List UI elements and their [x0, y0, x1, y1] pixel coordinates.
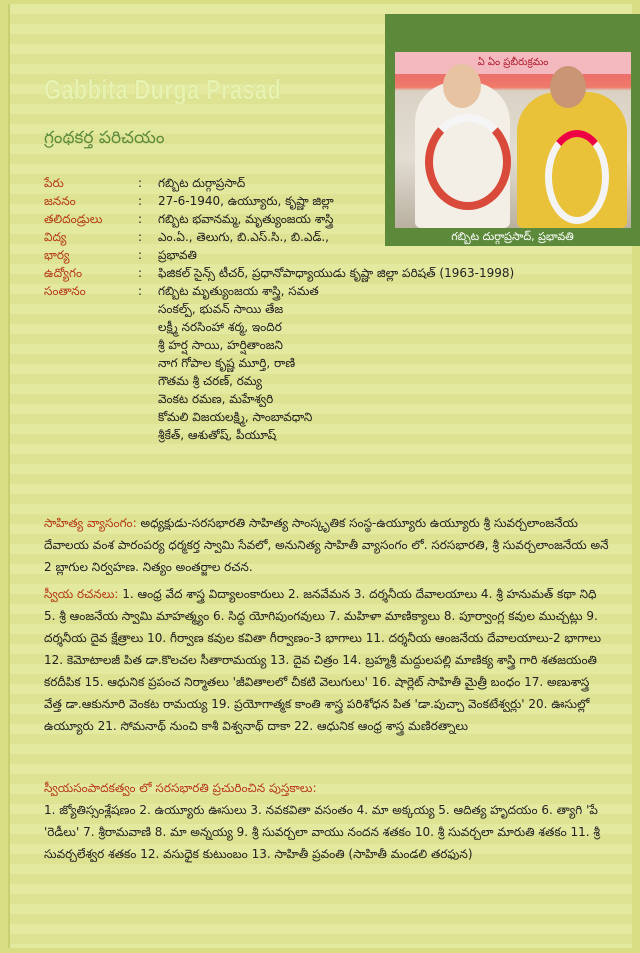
child-item: లక్ష్మీ నరసింహా శర్మ, ఇందిర [158, 320, 282, 334]
bio-colon: : [138, 230, 143, 244]
bio-label: తలిదండ్రులు [44, 212, 103, 226]
bio-colon: : [138, 194, 143, 208]
published-text: 1. జ్యోతిస్సంశ్లేషణం 2. ఉయ్యూరు ఊసులు 3. నవకవితా వసంతం 4. మా అక్కయ్య 5. ఆదిత్య హృదయం 6. త్యాగి 'పే 'రెడీలు' 7. శ్రీరామవాణి 8. మా అన్నయ్య 9. శ్రీ సువర్చలా వాయు నందన శతకం 10. శ్రీ సువర్చలా మారుతి శతకం 11. శ్రీ సువర్చలేశ్వర శతకం 12. వసుధైక కుటుంబం 13. సాహితీ ప్రవంతి (సాహితీ మండలి తరఫున) [44, 803, 600, 861]
child-item: సంకల్ప్, భువన్ సాయి తేజ [158, 302, 284, 316]
published-label: స్వీయసంపాదకత్వం లో సరసభారతి ప్రచురించిన పుస్తకాలు: [44, 781, 317, 795]
bio-row-parents [44, 210, 604, 228]
bio-colon: : [138, 176, 143, 190]
bio-value: 27-6-1940, ఉయ్యూరు, కృష్ణా జిల్లా [158, 194, 334, 208]
literary-text: అధ్యక్షుడు-సరసభారతి సాహిత్య సాంస్కృతిక సంస్థ-ఉయ్యూరు ఉయ్యూరు శ్రీ సువర్చలాంజనేయ దేవాలయ వంశ పారంపర్య ధర్మకర్త స్వామి సేవలో, అనునిత్య సాహితీ వ్యాసంగం లో. సరసభారతి, శ్రీ సువర్చలాంజనేయ అనే 2 బ్లాగుల నిర్వహణ. నిత్యం అంతర్జాల రచన. [44, 516, 609, 574]
bio-value: గబ్బిట భవానమ్మ, మృత్యుంజయ శాస్త్రి [158, 212, 334, 226]
bio-row-name [44, 174, 604, 192]
bio-colon: : [138, 266, 143, 280]
child-item: శ్రీకేత్, ఆశుతోష్, పీయూష్ [158, 428, 277, 442]
bio-row-birth [44, 192, 604, 210]
page [8, 4, 632, 948]
bio-label: ఉద్యోగం [44, 266, 83, 280]
bio-label: పేరు [44, 176, 64, 190]
child-item: నాగ గోపాల కృష్ణ మూర్తి, రాణి [158, 356, 296, 370]
bio-row-children [44, 282, 604, 444]
bio-value: ఎం.ఏ., తెలుగు, బి.ఎస్.సి., బి.ఎడ్., [158, 230, 329, 244]
child-item: గౌతమ శ్రీ చరణ్, రమ్య [158, 374, 262, 388]
child-item: కోమలి విజయలక్ష్మి, సాంబావధాని [158, 410, 313, 424]
child-item: వెంకట రమణ, మహేశ్వరి [158, 392, 274, 406]
children-list [158, 282, 319, 444]
bio-colon: : [138, 284, 143, 298]
bio-row-education [44, 228, 604, 246]
works-section [44, 583, 609, 737]
literary-label: సాహిత్య వ్యాసంగం: [44, 516, 137, 530]
bio-row-job [44, 264, 604, 282]
bio-label: సంతానం [44, 284, 86, 298]
bio-label: విద్య [44, 230, 67, 244]
bio-colon: : [138, 248, 143, 262]
bio-label: జననం [44, 194, 76, 208]
child-item: శ్రీ హర్ష సాయి, హర్షితాంజని [158, 338, 283, 352]
published-section [44, 777, 609, 865]
page-title: Gabbita Durga Prasad [44, 74, 282, 105]
literary-section [44, 512, 609, 578]
bio-row-wife [44, 246, 604, 264]
photo-banner: ఏ ఏం ప్రబీరుక్రమం [395, 52, 631, 74]
bio-value: ప్రభావతి [158, 248, 197, 262]
bio-value: ఫిజికల్ సైన్స్ టీచర్, ప్రధానోపాధ్యాయుడు కృష్ణా జిల్లా పరిషత్ (1963-1998) [158, 266, 515, 280]
bio-table [44, 174, 604, 444]
child-item: గబ్బిట మృత్యుంజయ శాస్త్రి, సమత [158, 284, 319, 298]
page-subtitle: గ్రంథకర్త పరిచయం [44, 128, 165, 148]
photo-caption: గబ్బిట దుర్గాప్రసాద్, ప్రభావతి [451, 230, 574, 243]
works-text: 1. ఆంధ్ర వేద శాస్త్ర విద్యాలంకారులు 2. జనవేమన 3. దర్శనీయ దేవాలయాలు 4. శ్రీ హనుమత్ కథా నిధి 5. శ్రీ ఆంజనేయ స్వామి మాహత్మ్యం 6. సిద్ధ యోగిపుంగవులు 7. మహిళా మాణిక్యాలు 8. పూర్వాంగ్ల కవుల ముచ్చట్లు 9. దర్శనీయ దైవ క్షేత్రాలు 10. గీర్వాణ కవుల కవితా గీర్వాణం-3 భాగాలు 11. దర్శనీయ ఆంజనేయ దేవాలయాలు-2 భాగాలు 12. కెమోటాలజీ పిత డా.కొలచల సీతారామయ్య 13. దైవ చిత్రం 14. బ్రహ్మశ్రీ మద్దులపల్లి మాణిక్య శాస్త్రి గారి శతజయంతి కరదీపిక 15. ఆధునిక ప్రపంచ నిర్మాతలు 'జీవితాలలో చీకటి వెలుగులు' 16. షార్లెట్ సాహితీ మైత్రీ బంధం 17. అణుశాస్త్ర వేత్త డా.ఆకునూరి వెంకట రామయ్య 19. ప్రయోగాత్మక కాంతి శాస్త్ర పరిశోధన పిత 'డా.పుచ్చా వెంకటేశ్వర్లు' 20. ఊసుల్లో ఉయ్యూరు 21. సోమనాథ్ నుంచి కాశీ విశ్వనాథ్ దాకా 22. ఆధునిక ఆంధ్ర శాస్త్ర మణిరత్నాలు [44, 587, 602, 733]
bio-value: గబ్బిట దుర్గాప్రసాద్ [158, 176, 246, 190]
photo-figure-man-head [443, 64, 481, 108]
bio-colon: : [138, 212, 143, 226]
works-label: స్వీయ రచనలు: [44, 587, 119, 601]
photo-figure-woman-head [550, 66, 586, 108]
bio-label: భార్య [44, 248, 70, 262]
